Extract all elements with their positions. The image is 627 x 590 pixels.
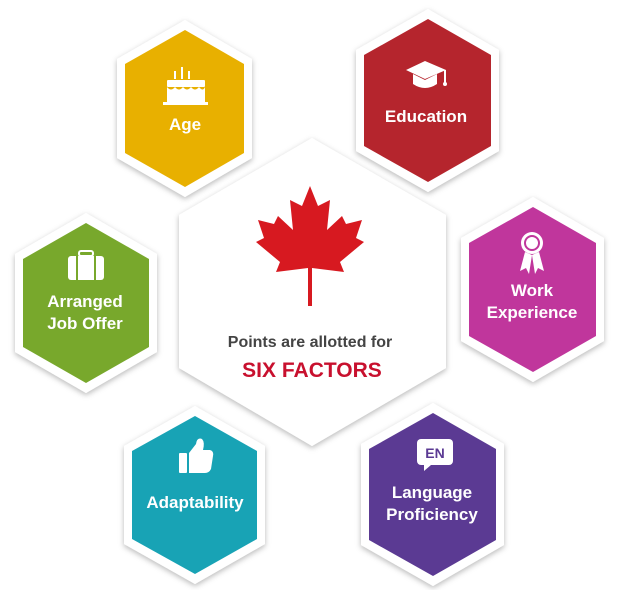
factor-adaptability-label: Adaptability (146, 493, 244, 512)
factor-arranged-job-offer-label-line1: Arranged (47, 292, 123, 311)
language-en-icon-text: EN (425, 445, 445, 461)
factor-work-experience (461, 197, 604, 382)
factor-work-experience-label-line1: Work (510, 281, 554, 300)
factor-language-proficiency-label-line1: Language (391, 483, 473, 502)
center-title: SIX FACTORS (242, 359, 382, 382)
factor-arranged-job-offer-label-line2: Job Offer (47, 314, 123, 333)
factor-age (117, 20, 252, 197)
center-subtitle: Points are allotted for (227, 334, 393, 351)
factor-education (356, 9, 499, 192)
factor-work-experience-label-line2: Experience (486, 303, 578, 322)
factor-language-proficiency-label-line2: Proficiency (386, 505, 478, 524)
factor-age-label: Age (168, 115, 202, 134)
factor-adaptability (124, 406, 265, 584)
factor-language-proficiency (361, 403, 504, 586)
center-hexagon (179, 138, 446, 446)
factor-education-label: Education (384, 107, 468, 126)
factor-arranged-job-offer (15, 213, 157, 393)
